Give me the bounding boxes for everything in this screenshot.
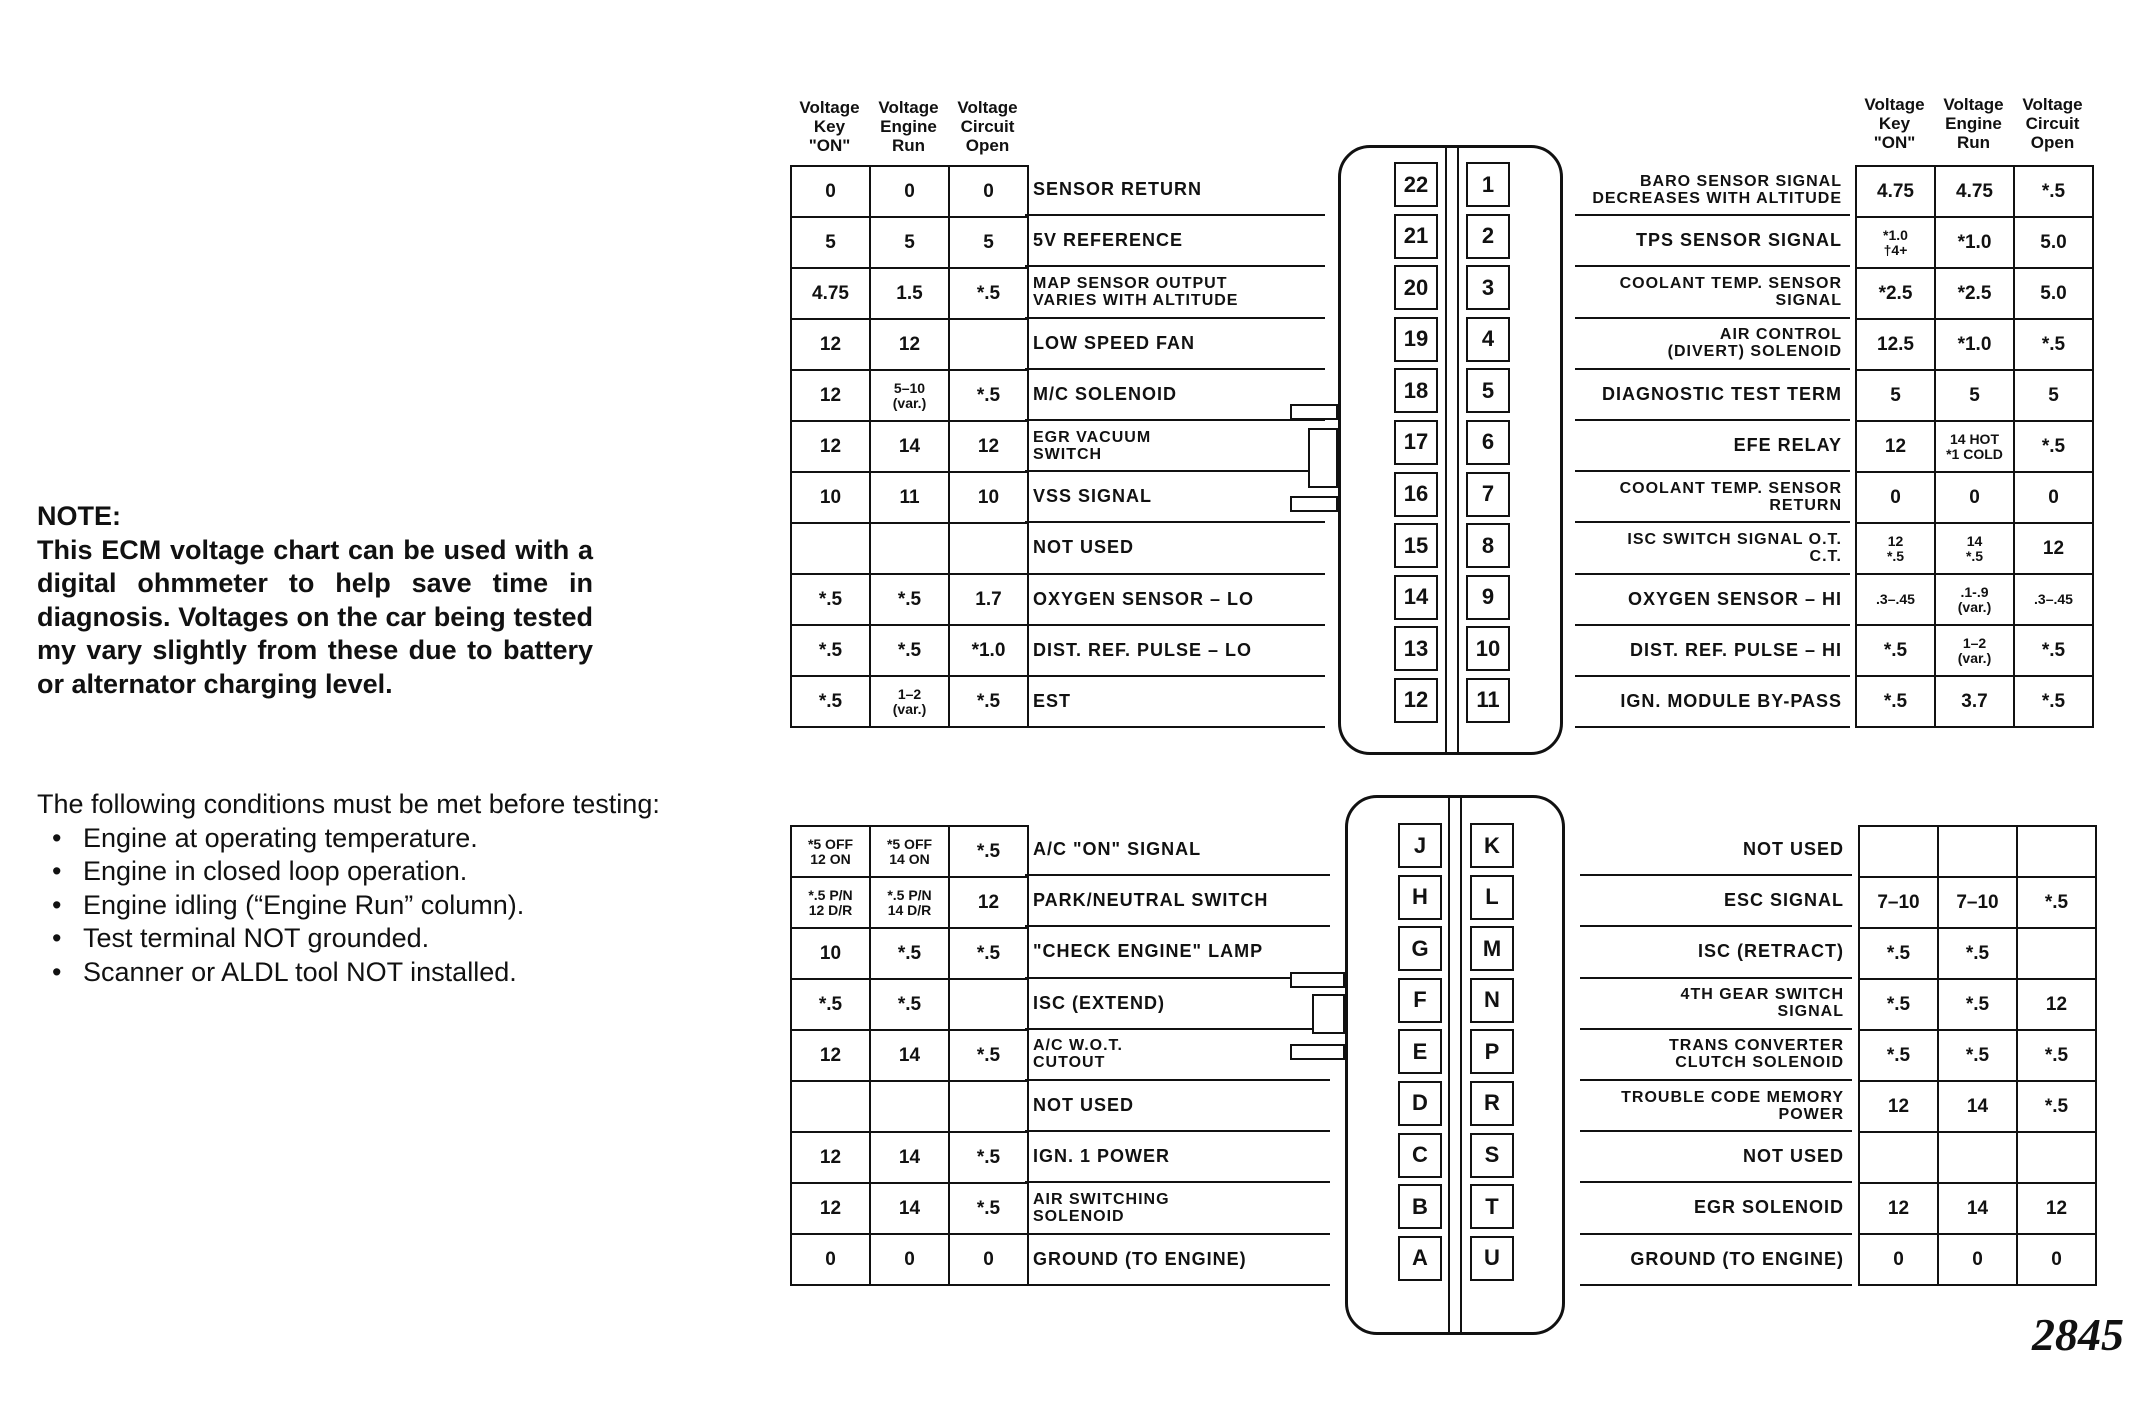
- voltage-row: [791, 370, 1028, 421]
- connector-rail: [1448, 795, 1462, 1335]
- connector-latch: [1308, 428, 1338, 488]
- voltage-circuit-open: *.5: [949, 370, 1028, 421]
- connector-pin: A: [1398, 1236, 1442, 1281]
- voltage-row: [1859, 1234, 2096, 1285]
- voltage-row: [1859, 1183, 2096, 1234]
- voltage-engine-run: 5: [870, 217, 949, 268]
- connector-pin: 15: [1394, 523, 1438, 568]
- voltage-circuit-open: *.5: [2017, 1030, 2096, 1081]
- circuit-description: IGN. 1 POWER: [1025, 1132, 1330, 1183]
- circuit-description: GROUND (TO ENGINE): [1025, 1235, 1330, 1286]
- circuit-description: OXYGEN SENSOR – LO: [1025, 575, 1325, 626]
- voltage-circuit-open: 12: [2017, 979, 2096, 1030]
- voltage-engine-run: *.5: [870, 625, 949, 676]
- voltage-row: [1859, 1132, 2096, 1183]
- voltage-engine-run: 14: [870, 421, 949, 472]
- voltage-row: [1856, 523, 2093, 574]
- voltage-row: [1856, 676, 2093, 727]
- connector-pin: S: [1470, 1133, 1514, 1178]
- circuit-description: MAP SENSOR OUTPUT VARIES WITH ALTITUDE: [1025, 267, 1325, 318]
- connector-pin: F: [1398, 978, 1442, 1023]
- voltage-row: [791, 1030, 1028, 1081]
- voltage-row: [791, 166, 1028, 217]
- connector-pin: 2: [1466, 214, 1510, 259]
- condition-item: • Scanner or ALDL tool NOT installed.: [37, 956, 757, 990]
- voltage-circuit-open: 12: [2017, 1183, 2096, 1234]
- voltage-engine-run: [870, 523, 949, 574]
- voltage-engine-run: *5 OFF 14 ON: [870, 826, 949, 877]
- voltage-key-on: 12: [1859, 1081, 1938, 1132]
- top-right-pin-column: [1466, 162, 1510, 730]
- connector-latch: [1290, 496, 1338, 512]
- voltage-circuit-open: [949, 319, 1028, 370]
- voltage-engine-run: *1.0: [1935, 319, 2014, 370]
- circuit-description: ISC SWITCH SIGNAL O.T. C.T.: [1575, 523, 1850, 574]
- voltage-key-on: 12 *.5: [1856, 523, 1935, 574]
- voltage-key-on: 12: [791, 1030, 870, 1081]
- voltage-key-on: 10: [791, 472, 870, 523]
- header-key-on: Voltage Key "ON": [799, 98, 860, 155]
- voltage-engine-run: [1938, 1132, 2017, 1183]
- condition-item: • Test terminal NOT grounded.: [37, 922, 757, 956]
- voltage-row: [1856, 370, 2093, 421]
- connector-pin: R: [1470, 1081, 1514, 1126]
- connector-pin: 3: [1466, 265, 1510, 310]
- circuit-description: PARK/NEUTRAL SWITCH: [1025, 876, 1330, 927]
- voltage-row: [791, 574, 1028, 625]
- voltage-key-on: *.5: [1859, 928, 1938, 979]
- circuit-description: NOT USED: [1025, 1081, 1330, 1132]
- circuit-description: TPS SENSOR SIGNAL: [1575, 216, 1850, 267]
- voltage-row: [1856, 166, 2093, 217]
- voltage-engine-run: 14 *.5: [1935, 523, 2014, 574]
- condition-item: • Engine at operating temperature.: [37, 822, 757, 856]
- voltage-engine-run: *1.0: [1935, 217, 2014, 268]
- voltage-circuit-open: 12: [949, 421, 1028, 472]
- voltage-row: [1856, 625, 2093, 676]
- voltage-circuit-open: 12: [949, 877, 1028, 928]
- connector-pin: N: [1470, 978, 1514, 1023]
- header-engine-run: Voltage Engine Run: [878, 98, 939, 155]
- voltage-engine-run: 14: [870, 1132, 949, 1183]
- connector-pin: K: [1470, 823, 1514, 868]
- circuit-description: "CHECK ENGINE" LAMP: [1025, 927, 1330, 978]
- voltage-circuit-open: 0: [2017, 1234, 2096, 1285]
- condition-item: • Engine in closed loop operation.: [37, 855, 757, 889]
- connector-pin: T: [1470, 1184, 1514, 1229]
- top-right-descriptions: [1575, 165, 1850, 728]
- top-left-pin-column: [1394, 162, 1438, 730]
- voltage-engine-run: 0: [1938, 1234, 2017, 1285]
- voltage-engine-run: *.5 P/N 14 D/R: [870, 877, 949, 928]
- voltage-engine-run: *.5: [870, 928, 949, 979]
- top-right-voltage-table: [1855, 165, 2094, 728]
- voltage-circuit-open: 1.7: [949, 574, 1028, 625]
- connector-pin: 10: [1466, 626, 1510, 671]
- circuit-description: NOT USED: [1580, 1132, 1852, 1183]
- connector-pin: C: [1398, 1133, 1442, 1178]
- voltage-engine-run: *.5: [1938, 928, 2017, 979]
- voltage-key-on: 0: [791, 1234, 870, 1285]
- voltage-key-on: *.5 P/N 12 D/R: [791, 877, 870, 928]
- voltage-row: [791, 979, 1028, 1030]
- voltage-key-on: *.5: [791, 979, 870, 1030]
- voltage-key-on: 12: [791, 1183, 870, 1234]
- voltage-circuit-open: *.5: [2014, 676, 2093, 727]
- voltage-row: [791, 877, 1028, 928]
- connector-pin: 21: [1394, 214, 1438, 259]
- voltage-circuit-open: *.5: [949, 928, 1028, 979]
- voltage-row: [1856, 574, 2093, 625]
- voltage-key-on: *5 OFF 12 ON: [791, 826, 870, 877]
- conditions-list: [37, 822, 757, 990]
- header-circuit-open: Voltage Circuit Open: [2022, 95, 2083, 152]
- voltage-circuit-open: *.5: [949, 268, 1028, 319]
- circuit-description: VSS SIGNAL: [1025, 472, 1325, 523]
- voltage-engine-run: 0: [1935, 472, 2014, 523]
- connector-pin: 13: [1394, 626, 1438, 671]
- circuit-description: DIAGNOSTIC TEST TERM: [1575, 370, 1850, 421]
- voltage-key-on: 12: [791, 421, 870, 472]
- circuit-description: LOW SPEED FAN: [1025, 319, 1325, 370]
- bottom-left-descriptions: [1025, 825, 1330, 1286]
- voltage-engine-run: 12: [870, 319, 949, 370]
- connector-latch: [1290, 404, 1338, 420]
- voltage-key-on: *.5: [791, 574, 870, 625]
- voltage-key-on: *.5: [1859, 979, 1938, 1030]
- voltage-key-on: 12: [791, 319, 870, 370]
- circuit-description: M/C SOLENOID: [1025, 370, 1325, 421]
- circuit-description: TRANS CONVERTER CLUTCH SOLENOID: [1580, 1030, 1852, 1081]
- circuit-description: ISC (EXTEND): [1025, 979, 1330, 1030]
- voltage-row: [791, 523, 1028, 574]
- circuit-description: TROUBLE CODE MEMORY POWER: [1580, 1081, 1852, 1132]
- connector-pin: 11: [1466, 678, 1510, 723]
- circuit-description: COOLANT TEMP. SENSOR RETURN: [1575, 472, 1850, 523]
- voltage-engine-run: 14: [870, 1183, 949, 1234]
- voltage-engine-run: [870, 1081, 949, 1132]
- voltage-engine-run: 7–10: [1938, 877, 2017, 928]
- voltage-circuit-open: *.5: [949, 1030, 1028, 1081]
- voltage-circuit-open: *.5: [949, 1132, 1028, 1183]
- top-left-descriptions: [1025, 165, 1325, 728]
- voltage-circuit-open: [2017, 1132, 2096, 1183]
- circuit-description: EGR SOLENOID: [1580, 1183, 1852, 1234]
- circuit-description: 5V REFERENCE: [1025, 216, 1325, 267]
- bottom-right-descriptions: [1580, 825, 1852, 1286]
- voltage-engine-run: 5–10 (var.): [870, 370, 949, 421]
- voltage-row: [1856, 319, 2093, 370]
- voltage-engine-run: *.5: [870, 574, 949, 625]
- note-body: This ECM voltage chart can be used with a digital ohmmeter to help save time in diagnosis. Voltages on the car being tested my vary slightly from these due to battery or alternator charging level.: [37, 534, 593, 699]
- voltage-circuit-open: [2017, 826, 2096, 877]
- voltage-row: [791, 421, 1028, 472]
- connector-rail: [1445, 145, 1459, 755]
- voltage-engine-run: *.5: [1938, 979, 2017, 1030]
- voltage-engine-run: 11: [870, 472, 949, 523]
- voltage-circuit-open: [2017, 928, 2096, 979]
- voltage-row: [791, 1132, 1028, 1183]
- connector-pin: J: [1398, 823, 1442, 868]
- circuit-description: GROUND (TO ENGINE): [1580, 1235, 1852, 1286]
- circuit-description: A/C "ON" SIGNAL: [1025, 825, 1330, 876]
- voltage-circuit-open: 0: [949, 1234, 1028, 1285]
- voltage-circuit-open: 5: [2014, 370, 2093, 421]
- voltage-row: [791, 928, 1028, 979]
- voltage-row: [791, 1183, 1028, 1234]
- circuit-description: DIST. REF. PULSE – HI: [1575, 626, 1850, 677]
- header-key-on: Voltage Key "ON": [1864, 95, 1925, 152]
- voltage-key-on: 4.75: [1856, 166, 1935, 217]
- voltage-key-on: 12: [791, 1132, 870, 1183]
- voltage-key-on: 12: [791, 370, 870, 421]
- circuit-description: ISC (RETRACT): [1580, 927, 1852, 978]
- connector-pin: H: [1398, 875, 1442, 920]
- note-title: NOTE:: [37, 501, 121, 531]
- voltage-row: [791, 472, 1028, 523]
- circuit-description: NOT USED: [1580, 825, 1852, 876]
- circuit-description: AIR SWITCHING SOLENOID: [1025, 1183, 1330, 1234]
- voltage-circuit-open: *.5: [949, 1183, 1028, 1234]
- voltage-key-on: [791, 523, 870, 574]
- voltage-row: [791, 1234, 1028, 1285]
- connector-pin: P: [1470, 1029, 1514, 1074]
- note-block: [37, 500, 593, 701]
- voltage-key-on: .3–.45: [1856, 574, 1935, 625]
- circuit-description: IGN. MODULE BY-PASS: [1575, 677, 1850, 728]
- connector-pin: L: [1470, 875, 1514, 920]
- connector-pin: 9: [1466, 575, 1510, 620]
- voltage-key-on: 7–10: [1859, 877, 1938, 928]
- connector-pin: 19: [1394, 317, 1438, 362]
- voltage-row: [1856, 217, 2093, 268]
- voltage-circuit-open: 5.0: [2014, 268, 2093, 319]
- voltage-row: [1859, 826, 2096, 877]
- voltage-engine-run: *.5: [870, 979, 949, 1030]
- voltage-engine-run: .1-.9 (var.): [1935, 574, 2014, 625]
- voltage-row: [1859, 877, 2096, 928]
- header-circuit-open: Voltage Circuit Open: [957, 98, 1018, 155]
- connector-pin: D: [1398, 1081, 1442, 1126]
- voltage-circuit-open: [949, 523, 1028, 574]
- voltage-key-on: *.5: [1856, 676, 1935, 727]
- circuit-description: OXYGEN SENSOR – HI: [1575, 575, 1850, 626]
- voltage-key-on: 0: [1859, 1234, 1938, 1285]
- voltage-row: [791, 217, 1028, 268]
- voltage-row: [1856, 421, 2093, 472]
- voltage-key-on: 5: [1856, 370, 1935, 421]
- voltage-row: [1859, 1030, 2096, 1081]
- voltage-row: [1856, 472, 2093, 523]
- voltage-key-on: 12.5: [1856, 319, 1935, 370]
- voltage-circuit-open: *.5: [949, 826, 1028, 877]
- voltage-key-on: *.5: [791, 625, 870, 676]
- circuit-description: EFE RELAY: [1575, 421, 1850, 472]
- connector-pin: 1: [1466, 162, 1510, 207]
- connector-pin: 6: [1466, 420, 1510, 465]
- voltage-row: [791, 625, 1028, 676]
- voltage-circuit-open: 10: [949, 472, 1028, 523]
- connector-pin: 8: [1466, 523, 1510, 568]
- connector-pin: 14: [1394, 575, 1438, 620]
- circuit-description: A/C W.O.T. CUTOUT: [1025, 1030, 1330, 1081]
- bottom-left-voltage-table: [790, 825, 1029, 1286]
- voltage-engine-run: 14: [870, 1030, 949, 1081]
- voltage-row: [1856, 268, 2093, 319]
- voltage-engine-run: 0: [870, 166, 949, 217]
- voltage-engine-run: 1–2 (var.): [1935, 625, 2014, 676]
- connector-latch: [1290, 1044, 1345, 1060]
- voltage-circuit-open: 0: [2014, 472, 2093, 523]
- circuit-description: COOLANT TEMP. SENSOR SIGNAL: [1575, 267, 1850, 318]
- voltage-engine-run: 1.5: [870, 268, 949, 319]
- voltage-key-on: 0: [791, 166, 870, 217]
- voltage-row: [791, 268, 1028, 319]
- connector-latch: [1312, 994, 1345, 1034]
- connector-pin: 18: [1394, 368, 1438, 413]
- voltage-engine-run: 14: [1938, 1183, 2017, 1234]
- connector-pin: 17: [1394, 420, 1438, 465]
- circuit-description: SENSOR RETURN: [1025, 165, 1325, 216]
- voltage-row: [1859, 928, 2096, 979]
- circuit-description: ESC SIGNAL: [1580, 876, 1852, 927]
- connector-pin: E: [1398, 1029, 1442, 1074]
- right-voltage-headers: [1855, 95, 2092, 152]
- header-engine-run: Voltage Engine Run: [1943, 95, 2004, 152]
- voltage-circuit-open: *.5: [2017, 877, 2096, 928]
- voltage-circuit-open: 5: [949, 217, 1028, 268]
- connector-pin: 12: [1394, 678, 1438, 723]
- conditions-intro: The following conditions must be met before testing:: [37, 789, 660, 819]
- voltage-key-on: [1859, 1132, 1938, 1183]
- voltage-circuit-open: *1.0: [949, 625, 1028, 676]
- connector-pin: B: [1398, 1184, 1442, 1229]
- voltage-row: [791, 319, 1028, 370]
- voltage-row: [791, 1081, 1028, 1132]
- voltage-row: [1859, 979, 2096, 1030]
- voltage-row: [791, 826, 1028, 877]
- circuit-description: DIST. REF. PULSE – LO: [1025, 626, 1325, 677]
- voltage-circuit-open: 12: [2014, 523, 2093, 574]
- voltage-key-on: 0: [1856, 472, 1935, 523]
- circuit-description: 4TH GEAR SWITCH SIGNAL: [1580, 979, 1852, 1030]
- voltage-key-on: [1859, 826, 1938, 877]
- voltage-engine-run: 14 HOT *1 COLD: [1935, 421, 2014, 472]
- voltage-circuit-open: 5.0: [2014, 217, 2093, 268]
- connector-pin: 5: [1466, 368, 1510, 413]
- voltage-key-on: *1.0 †4+: [1856, 217, 1935, 268]
- voltage-row: [1859, 1081, 2096, 1132]
- voltage-key-on: *2.5: [1856, 268, 1935, 319]
- voltage-key-on: [791, 1081, 870, 1132]
- connector-latch: [1290, 972, 1345, 988]
- connector-pin: 22: [1394, 162, 1438, 207]
- left-voltage-headers: [790, 98, 1027, 155]
- voltage-circuit-open: *.5: [2014, 166, 2093, 217]
- connector-pin: 7: [1466, 472, 1510, 517]
- bottom-left-pin-column: [1398, 823, 1442, 1287]
- circuit-description: EGR VACUUM SWITCH: [1025, 421, 1325, 472]
- top-left-voltage-table: [790, 165, 1029, 728]
- voltage-engine-run: 14: [1938, 1081, 2017, 1132]
- circuit-description: EST: [1025, 677, 1325, 728]
- voltage-engine-run: [1938, 826, 2017, 877]
- voltage-engine-run: *2.5: [1935, 268, 2014, 319]
- connector-pin: M: [1470, 926, 1514, 971]
- voltage-engine-run: 0: [870, 1234, 949, 1285]
- connector-pin: 4: [1466, 317, 1510, 362]
- bottom-right-pin-column: [1470, 823, 1514, 1287]
- voltage-engine-run: 5: [1935, 370, 2014, 421]
- voltage-key-on: 12: [1856, 421, 1935, 472]
- bottom-right-voltage-table: [1858, 825, 2097, 1286]
- voltage-key-on: *.5: [791, 676, 870, 727]
- voltage-engine-run: *.5: [1938, 1030, 2017, 1081]
- connector-pin: 16: [1394, 472, 1438, 517]
- voltage-key-on: *.5: [1856, 625, 1935, 676]
- voltage-circuit-open: [949, 1081, 1028, 1132]
- voltage-row: [791, 676, 1028, 727]
- voltage-circuit-open: *.5: [949, 676, 1028, 727]
- voltage-circuit-open: *.5: [2014, 421, 2093, 472]
- circuit-description: NOT USED: [1025, 523, 1325, 574]
- voltage-circuit-open: *.5: [2014, 625, 2093, 676]
- voltage-key-on: *.5: [1859, 1030, 1938, 1081]
- voltage-key-on: 5: [791, 217, 870, 268]
- voltage-circuit-open: *.5: [2017, 1081, 2096, 1132]
- connector-pin: U: [1470, 1236, 1514, 1281]
- page-number: 2845: [2032, 1309, 2124, 1360]
- connector-pin: G: [1398, 926, 1442, 971]
- circuit-description: BARO SENSOR SIGNAL DECREASES WITH ALTITUDE: [1575, 165, 1850, 216]
- voltage-engine-run: 1–2 (var.): [870, 676, 949, 727]
- circuit-description: AIR CONTROL (DIVERT) SOLENOID: [1575, 319, 1850, 370]
- voltage-key-on: 12: [1859, 1183, 1938, 1234]
- voltage-circuit-open: [949, 979, 1028, 1030]
- connector-pin: 20: [1394, 265, 1438, 310]
- voltage-circuit-open: 0: [949, 166, 1028, 217]
- voltage-key-on: 10: [791, 928, 870, 979]
- condition-item: • Engine idling (“Engine Run” column).: [37, 889, 757, 923]
- conditions-block: [37, 788, 757, 989]
- voltage-engine-run: 3.7: [1935, 676, 2014, 727]
- voltage-circuit-open: .3–.45: [2014, 574, 2093, 625]
- voltage-engine-run: 4.75: [1935, 166, 2014, 217]
- voltage-circuit-open: *.5: [2014, 319, 2093, 370]
- voltage-key-on: 4.75: [791, 268, 870, 319]
